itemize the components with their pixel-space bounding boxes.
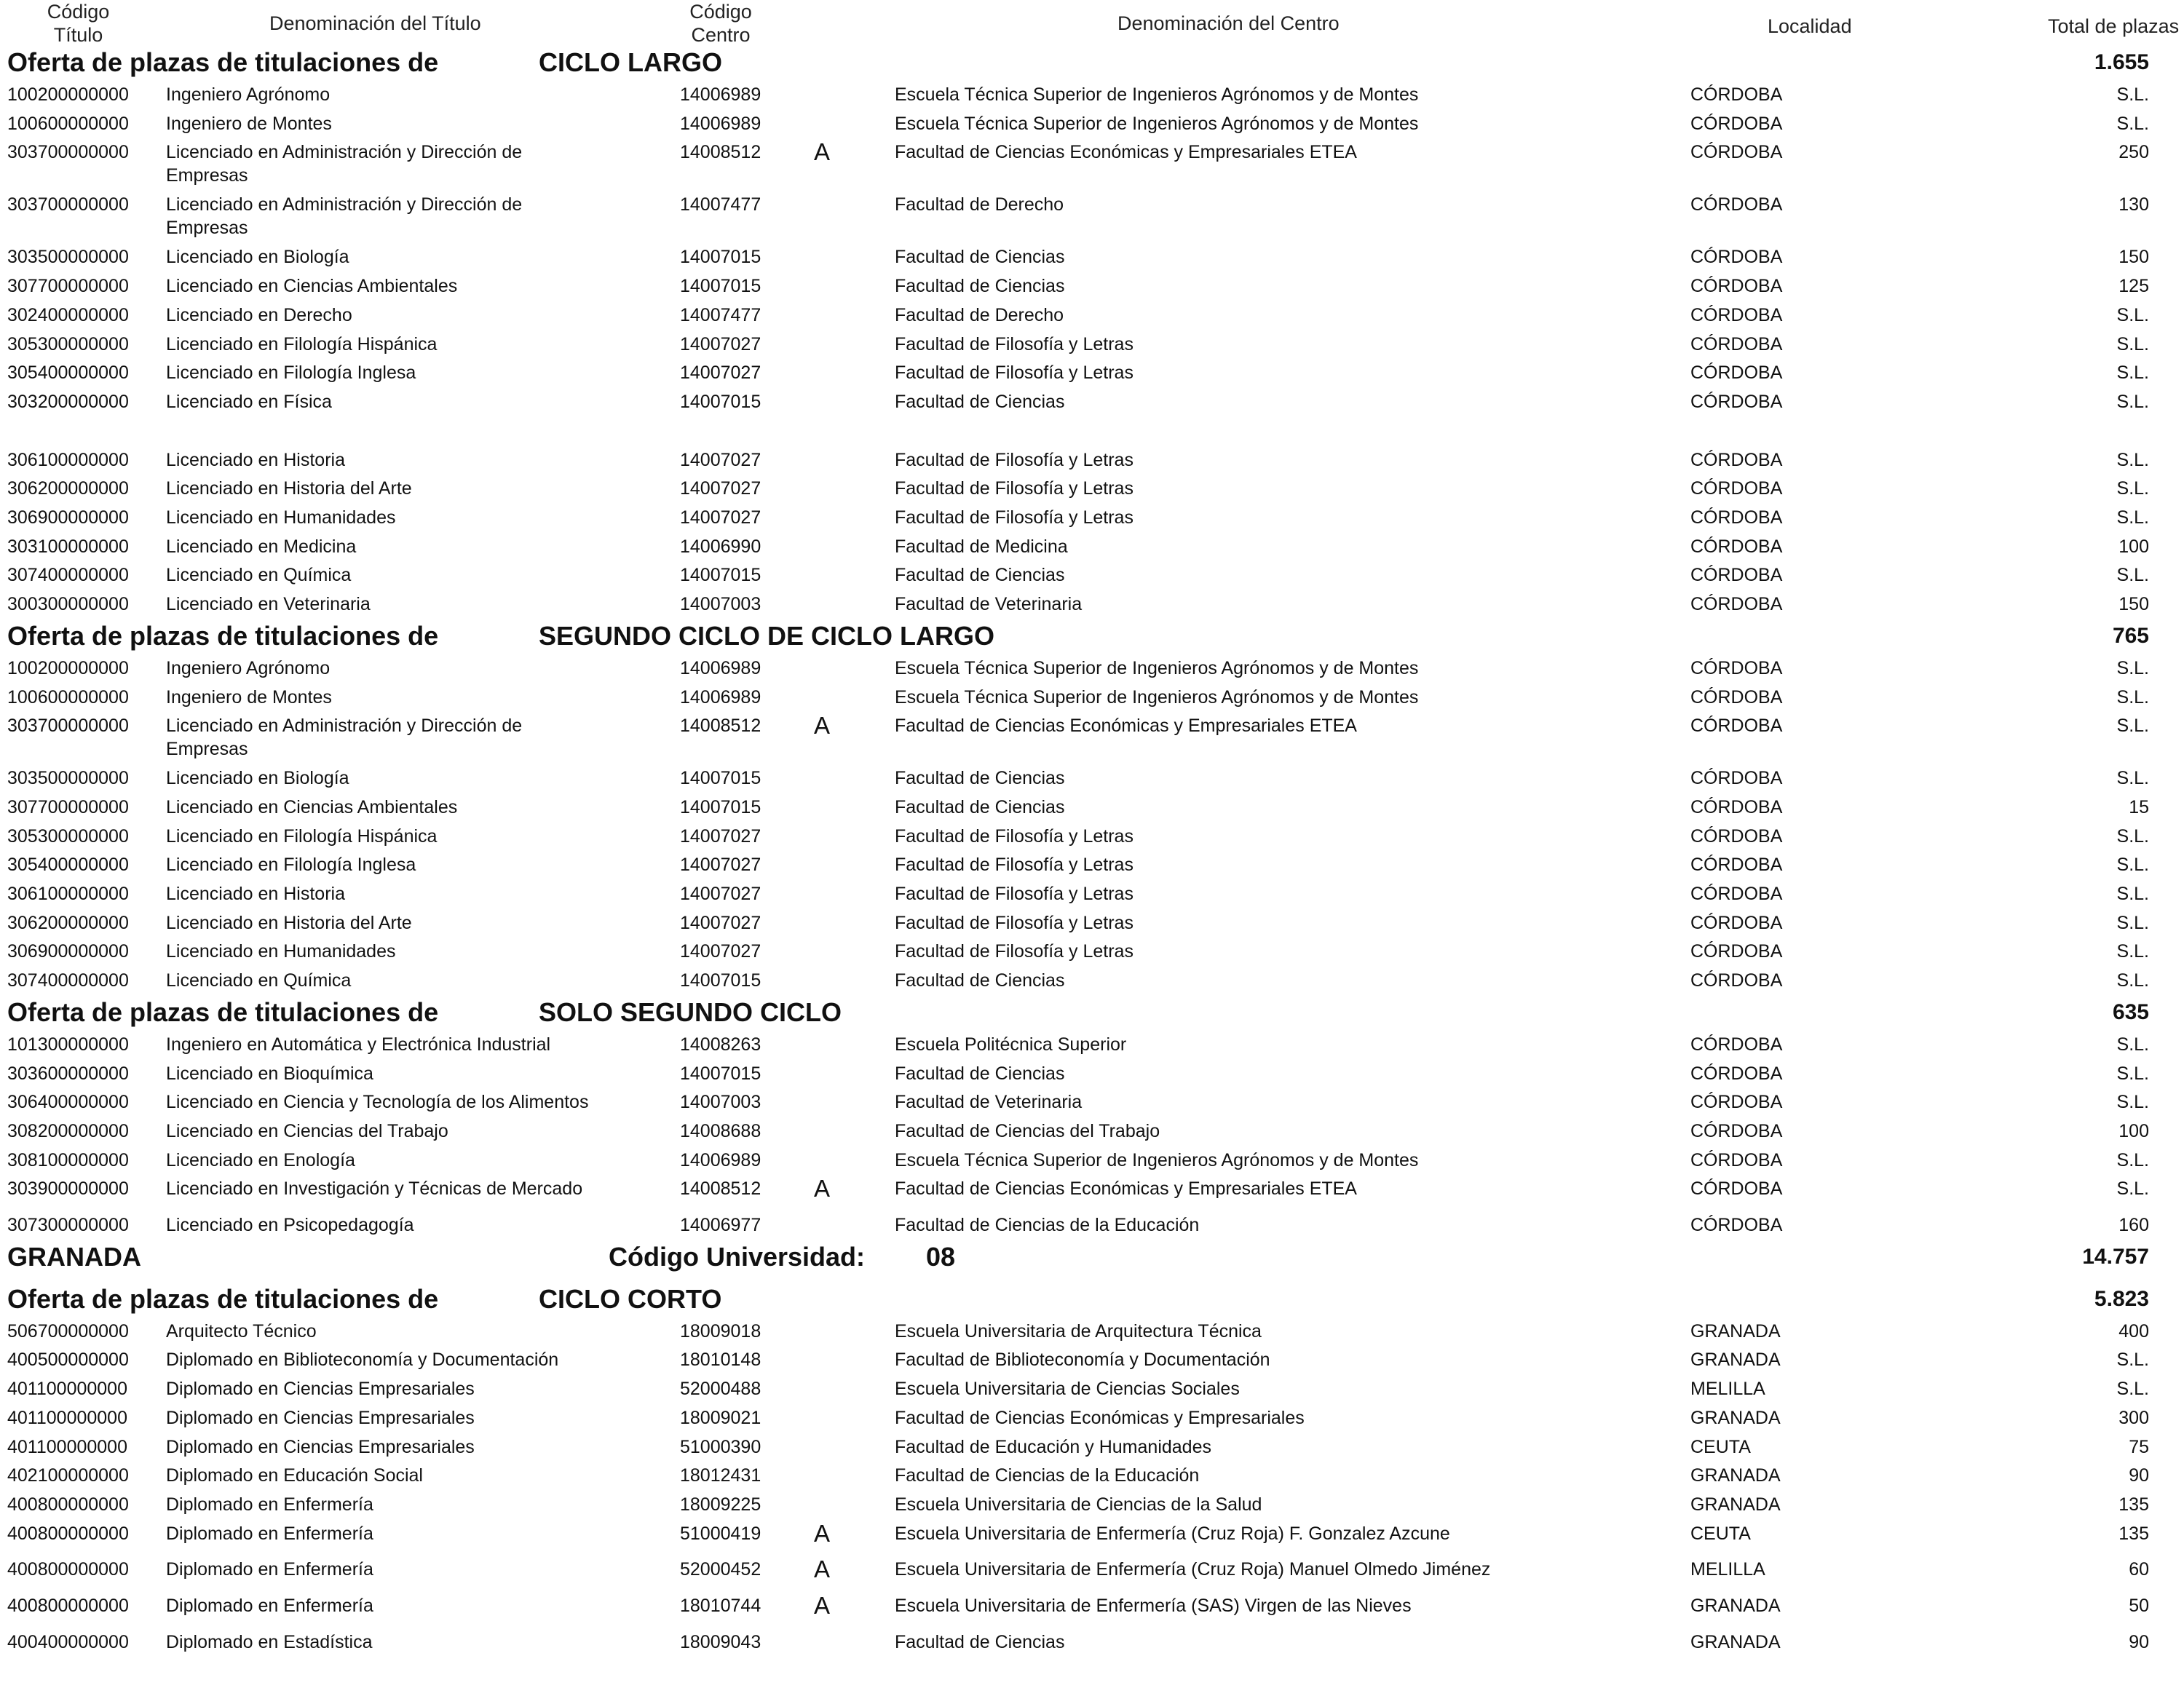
codigo-centro: 14007027: [680, 855, 761, 876]
codigo-centro: 14007015: [680, 970, 761, 991]
codigo-titulo: 400800000000: [7, 1596, 129, 1616]
total-plazas: S.L.: [2116, 1149, 2149, 1170]
denominacion-titulo: Licenciado en Derecho: [166, 304, 352, 325]
denominacion-centro: Facultad de Ciencias: [895, 565, 1065, 586]
denominacion-centro: Facultad de Ciencias de la Educación: [895, 1215, 1200, 1235]
denominacion-titulo: Licenciado en Biología: [166, 768, 349, 789]
codigo-titulo: 100600000000: [7, 113, 129, 134]
denominacion-centro: Escuela Técnica Superior de Ingenieros Agrónomos y de Montes: [895, 1149, 1419, 1170]
localidad: CÓRDOBA: [1690, 362, 1783, 384]
denominacion-titulo: Licenciado en Veterinaria: [166, 594, 371, 615]
section-total: 765: [2112, 623, 2149, 648]
denominacion-titulo: Licenciado en Filología Inglesa: [166, 855, 416, 876]
codigo-centro: 14007015: [680, 247, 761, 268]
codigo-titulo: 305400000000: [7, 855, 129, 876]
total-plazas: S.L.: [2116, 565, 2149, 586]
denominacion-centro: Escuela Técnica Superior de Ingenieros Agrónomos y de Montes: [895, 686, 1419, 708]
codigo-titulo: 303700000000: [7, 194, 129, 215]
university-name: GRANADA: [7, 1241, 141, 1272]
codigo-titulo: 305300000000: [7, 333, 129, 354]
total-plazas: S.L.: [2116, 84, 2149, 105]
codigo-titulo: 101300000000: [7, 1034, 129, 1055]
total-plazas: 250: [2118, 142, 2149, 163]
section-kind: SOLO SEGUNDO CICLO: [539, 996, 842, 1027]
codigo-centro: 18010744: [680, 1596, 761, 1616]
total-plazas: S.L.: [2116, 1178, 2149, 1200]
total-plazas: S.L.: [2116, 113, 2149, 134]
codigo-titulo: 303600000000: [7, 1063, 129, 1084]
codigo-titulo: 303100000000: [7, 536, 129, 557]
total-plazas: S.L.: [2116, 825, 2149, 847]
codigo-titulo: 400500000000: [7, 1350, 129, 1371]
denominacion-centro: Facultad de Filosofía y Letras: [895, 941, 1133, 962]
total-plazas: S.L.: [2116, 391, 2149, 412]
codigo-titulo: 401100000000: [7, 1407, 127, 1428]
localidad: CÓRDOBA: [1690, 1215, 1783, 1235]
codigo-titulo: 307400000000: [7, 565, 129, 586]
localidad: CÓRDOBA: [1690, 884, 1783, 904]
codigo-titulo: 305400000000: [7, 362, 129, 384]
denominacion-centro: Facultad de Ciencias: [895, 970, 1065, 991]
denominacion-titulo: Ingeniero en Automática y Electrónica Industrial: [166, 1034, 551, 1055]
localidad: CÓRDOBA: [1690, 1149, 1783, 1170]
denominacion-titulo: Licenciado en Investigación y Técnicas de Mercado: [166, 1178, 583, 1200]
total-plazas: S.L.: [2116, 1092, 2149, 1113]
localidad: CÓRDOBA: [1690, 594, 1783, 615]
denominacion-centro: Facultad de Filosofía y Letras: [895, 825, 1133, 847]
denominacion-centro: Facultad de Veterinaria: [895, 594, 1083, 615]
codigo-centro: 14007027: [680, 825, 761, 847]
localidad: CÓRDOBA: [1690, 84, 1783, 105]
denominacion-centro: Facultad de Ciencias Económicas y Empresariales ETEA: [895, 716, 1357, 737]
localidad: CÓRDOBA: [1690, 970, 1783, 991]
codigo-centro: 14006989: [680, 113, 761, 134]
localidad: MELILLA: [1690, 1559, 1765, 1580]
localidad: CÓRDOBA: [1690, 1034, 1783, 1055]
denominacion-titulo: Diplomado en Ciencias Empresariales: [166, 1407, 475, 1428]
codigo-titulo: 303700000000: [7, 716, 129, 737]
total-plazas: 150: [2118, 247, 2149, 268]
header-codigo-centro: Código Centro: [689, 1, 752, 46]
total-plazas: 90: [2129, 1631, 2149, 1652]
codigo-centro: 51000390: [680, 1436, 761, 1457]
denominacion-titulo: Licenciado en Filología Hispánica: [166, 333, 438, 354]
codigo-centro: 52000452: [680, 1559, 761, 1580]
codigo-titulo: 303200000000: [7, 391, 129, 412]
denominacion-titulo: Licenciado en Humanidades: [166, 507, 396, 528]
denominacion-titulo: Ingeniero de Montes: [166, 113, 332, 134]
localidad: CÓRDOBA: [1690, 276, 1783, 297]
denominacion-titulo: Diplomado en Enfermería: [166, 1494, 373, 1515]
total-plazas: S.L.: [2116, 333, 2149, 354]
denominacion-titulo: Licenciado en Administración y Dirección de Empresas: [166, 716, 523, 760]
university-code-label: Código Universidad:: [609, 1241, 866, 1272]
university-code: 08: [926, 1241, 956, 1272]
total-plazas: 50: [2129, 1596, 2149, 1616]
total-plazas: S.L.: [2116, 478, 2149, 499]
total-plazas: 125: [2118, 276, 2149, 297]
denominacion-titulo: Licenciado en Psicopedagogía: [166, 1215, 414, 1235]
denominacion-centro: Facultad de Ciencias Económicas y Empresariales ETEA: [895, 142, 1357, 163]
section-total: 5.823: [2094, 1286, 2149, 1311]
localidad: CÓRDOBA: [1690, 716, 1783, 737]
codigo-centro: 14008512: [680, 142, 761, 163]
codigo-titulo: 306400000000: [7, 1092, 129, 1113]
total-plazas: 130: [2118, 194, 2149, 215]
localidad: CÓRDOBA: [1690, 1120, 1783, 1141]
codigo-titulo: 402100000000: [7, 1465, 129, 1486]
codigo-centro: 18012431: [680, 1465, 761, 1486]
total-plazas: S.L.: [2116, 449, 2149, 470]
total-plazas: S.L.: [2116, 941, 2149, 962]
denominacion-centro: Facultad de Ciencias Económicas y Empresariales ETEA: [895, 1178, 1357, 1200]
codigo-titulo: 306900000000: [7, 941, 129, 962]
denominacion-centro: Facultad de Filosofía y Letras: [895, 912, 1133, 933]
denominacion-titulo: Licenciado en Filología Inglesa: [166, 362, 416, 384]
codigo-centro: 14007027: [680, 507, 761, 528]
total-plazas: S.L.: [2116, 1063, 2149, 1084]
localidad: GRANADA: [1690, 1631, 1781, 1652]
codigo-centro: 14006989: [680, 1149, 761, 1170]
denominacion-titulo: Licenciado en Filología Hispánica: [166, 825, 438, 847]
denominacion-centro: Facultad de Educación y Humanidades: [895, 1436, 1211, 1457]
denominacion-titulo: Licenciado en Historia del Arte: [166, 478, 412, 499]
section-total: 1.655: [2094, 50, 2149, 74]
codigo-titulo: 305300000000: [7, 825, 129, 847]
denominacion-centro: Facultad de Ciencias: [895, 247, 1065, 268]
denominacion-titulo: Licenciado en Biología: [166, 247, 349, 268]
denominacion-titulo: Diplomado en Ciencias Empresariales: [166, 1379, 475, 1400]
localidad: CÓRDOBA: [1690, 113, 1783, 134]
codigo-centro: 14007027: [680, 912, 761, 933]
codigo-centro: 14007015: [680, 796, 761, 817]
codigo-titulo: 100200000000: [7, 657, 129, 678]
denominacion-titulo: Diplomado en Estadística: [166, 1631, 373, 1652]
codigo-titulo: 303900000000: [7, 1178, 129, 1200]
codigo-titulo: 506700000000: [7, 1320, 129, 1342]
denominacion-titulo: Ingeniero de Montes: [166, 686, 332, 708]
localidad: GRANADA: [1690, 1350, 1781, 1371]
total-plazas: S.L.: [2116, 970, 2149, 991]
codigo-titulo: 303500000000: [7, 768, 129, 789]
denominacion-titulo: Diplomado en Enfermería: [166, 1523, 373, 1544]
codigo-centro: 14008512: [680, 1178, 761, 1200]
total-plazas: 150: [2118, 594, 2149, 615]
codigo-centro: 14007015: [680, 391, 761, 412]
denominacion-centro: Facultad de Filosofía y Letras: [895, 362, 1133, 384]
codigo-titulo: 400800000000: [7, 1523, 129, 1544]
localidad: CÓRDOBA: [1690, 333, 1783, 354]
localidad: CÓRDOBA: [1690, 941, 1783, 962]
localidad: CÓRDOBA: [1690, 304, 1783, 325]
codigo-titulo: 300300000000: [7, 594, 129, 615]
codigo-centro: 52000488: [680, 1379, 761, 1400]
codigo-titulo: 401100000000: [7, 1436, 127, 1457]
row-flag: A: [814, 138, 831, 166]
denominacion-titulo: Diplomado en Enfermería: [166, 1596, 373, 1616]
codigo-titulo: 303500000000: [7, 247, 129, 268]
codigo-centro: 18010148: [680, 1350, 761, 1371]
localidad: CÓRDOBA: [1690, 478, 1783, 499]
denominacion-centro: Facultad de Derecho: [895, 304, 1064, 325]
denominacion-centro: Facultad de Ciencias Económicas y Empresariales: [895, 1407, 1305, 1428]
denominacion-titulo: Diplomado en Enfermería: [166, 1559, 373, 1580]
denominacion-titulo: Licenciado en Historia: [166, 449, 345, 470]
total-plazas: 100: [2118, 536, 2149, 557]
denominacion-centro: Escuela Técnica Superior de Ingenieros Agrónomos y de Montes: [895, 657, 1419, 678]
section-kind: CICLO LARGO: [539, 47, 722, 77]
codigo-centro: 14007015: [680, 565, 761, 586]
total-plazas: S.L.: [2116, 1350, 2149, 1371]
localidad: CÓRDOBA: [1690, 855, 1783, 876]
denominacion-titulo: Diplomado en Educación Social: [166, 1465, 423, 1486]
denominacion-centro: Facultad de Ciencias: [895, 391, 1065, 412]
total-plazas: S.L.: [2116, 768, 2149, 789]
denominacion-centro: Escuela Técnica Superior de Ingenieros Agrónomos y de Montes: [895, 113, 1419, 134]
codigo-titulo: 306200000000: [7, 912, 129, 933]
localidad: CÓRDOBA: [1690, 912, 1783, 933]
denominacion-titulo: Licenciado en Historia: [166, 884, 345, 904]
header-denominacion-titulo: Denominación del Título: [269, 12, 481, 34]
codigo-centro: 14008263: [680, 1034, 761, 1055]
denominacion-titulo: Licenciado en Medicina: [166, 536, 357, 557]
denominacion-centro: Facultad de Biblioteconomía y Documentación: [895, 1350, 1270, 1371]
codigo-centro: 18009225: [680, 1494, 761, 1515]
localidad: CÓRDOBA: [1690, 1178, 1783, 1200]
codigo-centro: 14007027: [680, 884, 761, 904]
localidad: CÓRDOBA: [1690, 1063, 1783, 1084]
denominacion-centro: Facultad de Ciencias de la Educación: [895, 1465, 1200, 1486]
codigo-titulo: 307700000000: [7, 276, 129, 297]
codigo-titulo: 306100000000: [7, 449, 129, 470]
codigo-titulo: 100200000000: [7, 84, 129, 105]
section-total: 635: [2112, 999, 2149, 1024]
section-lead-text: Oferta de plazas de titulaciones de: [7, 620, 439, 651]
denominacion-titulo: Licenciado en Bioquímica: [166, 1063, 373, 1084]
total-plazas: S.L.: [2116, 362, 2149, 384]
denominacion-centro: Escuela Universitaria de Enfermería (Cruz Roja) F. Gonzalez Azcune: [895, 1523, 1450, 1544]
total-plazas: S.L.: [2116, 855, 2149, 876]
localidad: CÓRDOBA: [1690, 796, 1783, 817]
row-flag: A: [814, 712, 831, 740]
codigo-centro: 14006989: [680, 657, 761, 678]
total-plazas: 75: [2129, 1436, 2149, 1457]
denominacion-centro: Facultad de Veterinaria: [895, 1092, 1083, 1113]
localidad: CÓRDOBA: [1690, 565, 1783, 586]
denominacion-centro: Facultad de Derecho: [895, 194, 1064, 215]
denominacion-titulo: Licenciado en Administración y Dirección de Empresas: [166, 142, 523, 186]
codigo-titulo: 400800000000: [7, 1494, 129, 1515]
codigo-centro: 14007015: [680, 768, 761, 789]
codigo-titulo: 308100000000: [7, 1149, 129, 1170]
denominacion-titulo: Licenciado en Química: [166, 565, 352, 586]
localidad: GRANADA: [1690, 1320, 1781, 1342]
codigo-titulo: 400800000000: [7, 1559, 129, 1580]
header-denominacion-centro: Denominación del Centro: [1117, 12, 1340, 34]
denominacion-titulo: Ingeniero Agrónomo: [166, 657, 331, 678]
denominacion-titulo: Licenciado en Enología: [166, 1149, 355, 1170]
denominacion-centro: Escuela Técnica Superior de Ingenieros Agrónomos y de Montes: [895, 84, 1419, 105]
total-plazas: 90: [2129, 1465, 2149, 1486]
codigo-centro: 14007027: [680, 941, 761, 962]
total-plazas: 15: [2129, 796, 2149, 817]
codigo-centro: 14007015: [680, 276, 761, 297]
total-plazas: S.L.: [2116, 1379, 2149, 1400]
localidad: CÓRDOBA: [1690, 536, 1783, 557]
localidad: CÓRDOBA: [1690, 768, 1783, 789]
codigo-titulo: 307700000000: [7, 796, 129, 817]
localidad: CEUTA: [1690, 1436, 1751, 1457]
codigo-centro: 14007027: [680, 333, 761, 354]
total-plazas: S.L.: [2116, 1034, 2149, 1055]
row-flag: A: [814, 1592, 831, 1619]
denominacion-centro: Escuela Universitaria de Ciencias de la Salud: [895, 1494, 1262, 1515]
codigo-titulo: 401100000000: [7, 1379, 127, 1400]
denominacion-titulo: Arquitecto Técnico: [166, 1320, 317, 1342]
total-plazas: S.L.: [2116, 716, 2149, 737]
localidad: CÓRDOBA: [1690, 247, 1783, 268]
denominacion-centro: Facultad de Filosofía y Letras: [895, 507, 1133, 528]
localidad: GRANADA: [1690, 1596, 1781, 1616]
localidad: CÓRDOBA: [1690, 657, 1783, 678]
localidad: CEUTA: [1690, 1523, 1751, 1544]
total-plazas: S.L.: [2116, 507, 2149, 528]
localidad: GRANADA: [1690, 1407, 1781, 1428]
localidad: CÓRDOBA: [1690, 142, 1783, 163]
denominacion-centro: Facultad de Ciencias: [895, 1063, 1065, 1084]
localidad: GRANADA: [1690, 1494, 1781, 1515]
total-plazas: 60: [2129, 1559, 2149, 1580]
denominacion-centro: Facultad de Medicina: [895, 536, 1068, 557]
denominacion-centro: Escuela Universitaria de Arquitectura Técnica: [895, 1320, 1262, 1342]
denominacion-titulo: Licenciado en Ciencias del Trabajo: [166, 1120, 448, 1141]
denominacion-centro: Facultad de Filosofía y Letras: [895, 478, 1133, 499]
total-plazas: S.L.: [2116, 304, 2149, 325]
codigo-titulo: 307300000000: [7, 1215, 129, 1235]
total-plazas: 100: [2118, 1120, 2149, 1141]
codigo-titulo: 307400000000: [7, 970, 129, 991]
section-lead-text: Oferta de plazas de titulaciones de: [7, 1283, 439, 1314]
localidad: CÓRDOBA: [1690, 507, 1783, 528]
section-lead-text: Oferta de plazas de titulaciones de: [7, 47, 439, 77]
localidad: CÓRDOBA: [1690, 449, 1783, 470]
header-codigo-titulo: Código Título: [47, 1, 110, 46]
codigo-titulo: 306200000000: [7, 478, 129, 499]
header-total-plazas: Total de plazas: [2048, 15, 2180, 37]
codigo-centro: 14006990: [680, 536, 761, 557]
total-plazas: 300: [2118, 1407, 2149, 1428]
denominacion-titulo: Licenciado en Humanidades: [166, 941, 396, 962]
codigo-centro: 18009043: [680, 1631, 761, 1652]
codigo-centro: 14007003: [680, 1092, 761, 1113]
denominacion-titulo: Diplomado en Biblioteconomía y Documentación: [166, 1350, 559, 1371]
denominacion-centro: Facultad de Ciencias: [895, 796, 1065, 817]
denominacion-titulo: Licenciado en Química: [166, 970, 352, 991]
codigo-titulo: 302400000000: [7, 304, 129, 325]
codigo-centro: 14006977: [680, 1215, 761, 1235]
total-plazas: 400: [2118, 1320, 2149, 1342]
total-plazas: S.L.: [2116, 657, 2149, 678]
codigo-centro: 14008688: [680, 1120, 761, 1141]
denominacion-titulo: Licenciado en Ciencia y Tecnología de los Alimentos: [166, 1092, 589, 1113]
denominacion-centro: Facultad de Filosofía y Letras: [895, 333, 1133, 354]
denominacion-centro: Facultad de Ciencias: [895, 1631, 1065, 1652]
denominacion-titulo: Licenciado en Historia del Arte: [166, 912, 412, 933]
codigo-titulo: 306900000000: [7, 507, 129, 528]
row-flag: A: [814, 1556, 831, 1583]
denominacion-centro: Facultad de Ciencias: [895, 768, 1065, 789]
row-flag: A: [814, 1519, 831, 1547]
total-plazas: 135: [2118, 1494, 2149, 1515]
denominacion-titulo: Licenciado en Ciencias Ambientales: [166, 796, 458, 817]
denominacion-titulo: Licenciado en Física: [166, 391, 332, 412]
denominacion-titulo: Ingeniero Agrónomo: [166, 84, 331, 105]
denominacion-centro: Facultad de Filosofía y Letras: [895, 884, 1133, 904]
codigo-titulo: 303700000000: [7, 142, 129, 163]
codigo-centro: 14006989: [680, 686, 761, 708]
codigo-centro: 14007477: [680, 304, 761, 325]
localidad: CÓRDOBA: [1690, 825, 1783, 847]
denominacion-centro: Escuela Universitaria de Enfermería (Cruz Roja) Manuel Olmedo Jiménez: [895, 1559, 1491, 1580]
section-kind: CICLO CORTO: [539, 1283, 722, 1314]
denominacion-centro: Facultad de Ciencias: [895, 276, 1065, 297]
total-plazas: S.L.: [2116, 912, 2149, 933]
denominacion-centro: Escuela Politécnica Superior: [895, 1034, 1127, 1055]
denominacion-titulo: Diplomado en Ciencias Empresariales: [166, 1436, 475, 1457]
denominacion-centro: Escuela Universitaria de Ciencias Sociales: [895, 1379, 1240, 1400]
codigo-titulo: 100600000000: [7, 686, 129, 708]
codigo-titulo: 306100000000: [7, 884, 129, 904]
codigo-centro: 14007027: [680, 449, 761, 470]
denominacion-titulo: Licenciado en Administración y Dirección de Empresas: [166, 194, 523, 239]
localidad: MELILLA: [1690, 1379, 1765, 1400]
total-plazas: S.L.: [2116, 686, 2149, 708]
section-kind: SEGUNDO CICLO DE CICLO LARGO: [539, 620, 995, 651]
total-plazas: S.L.: [2116, 884, 2149, 904]
row-flag: A: [814, 1175, 831, 1202]
codigo-centro: 51000419: [680, 1523, 761, 1544]
codigo-titulo: 400400000000: [7, 1631, 129, 1652]
section-lead-text: Oferta de plazas de titulaciones de: [7, 996, 439, 1027]
denominacion-centro: Facultad de Ciencias del Trabajo: [895, 1120, 1160, 1141]
codigo-centro: 14008512: [680, 716, 761, 737]
localidad: CÓRDOBA: [1690, 686, 1783, 708]
localidad: CÓRDOBA: [1690, 391, 1783, 412]
localidad: CÓRDOBA: [1690, 194, 1783, 215]
denominacion-titulo: Licenciado en Ciencias Ambientales: [166, 276, 458, 297]
codigo-centro: 14007003: [680, 594, 761, 615]
localidad: GRANADA: [1690, 1465, 1781, 1486]
codigo-centro: 14007027: [680, 478, 761, 499]
total-plazas: 135: [2118, 1523, 2149, 1544]
codigo-centro: 14007027: [680, 362, 761, 384]
university-total: 14.757: [2082, 1244, 2149, 1269]
codigo-titulo: 308200000000: [7, 1120, 129, 1141]
denominacion-centro: Facultad de Filosofía y Letras: [895, 449, 1133, 470]
codigo-centro: 14007015: [680, 1063, 761, 1084]
codigo-centro: 18009018: [680, 1320, 761, 1342]
codigo-centro: 14007477: [680, 194, 761, 215]
header-localidad: Localidad: [1768, 15, 1852, 37]
denominacion-centro: Facultad de Filosofía y Letras: [895, 855, 1133, 876]
denominacion-centro: Escuela Universitaria de Enfermería (SAS) Virgen de las Nieves: [895, 1596, 1412, 1616]
codigo-centro: 18009021: [680, 1407, 761, 1428]
total-plazas: 160: [2118, 1215, 2149, 1235]
localidad: CÓRDOBA: [1690, 1092, 1783, 1113]
codigo-centro: 14006989: [680, 84, 761, 105]
